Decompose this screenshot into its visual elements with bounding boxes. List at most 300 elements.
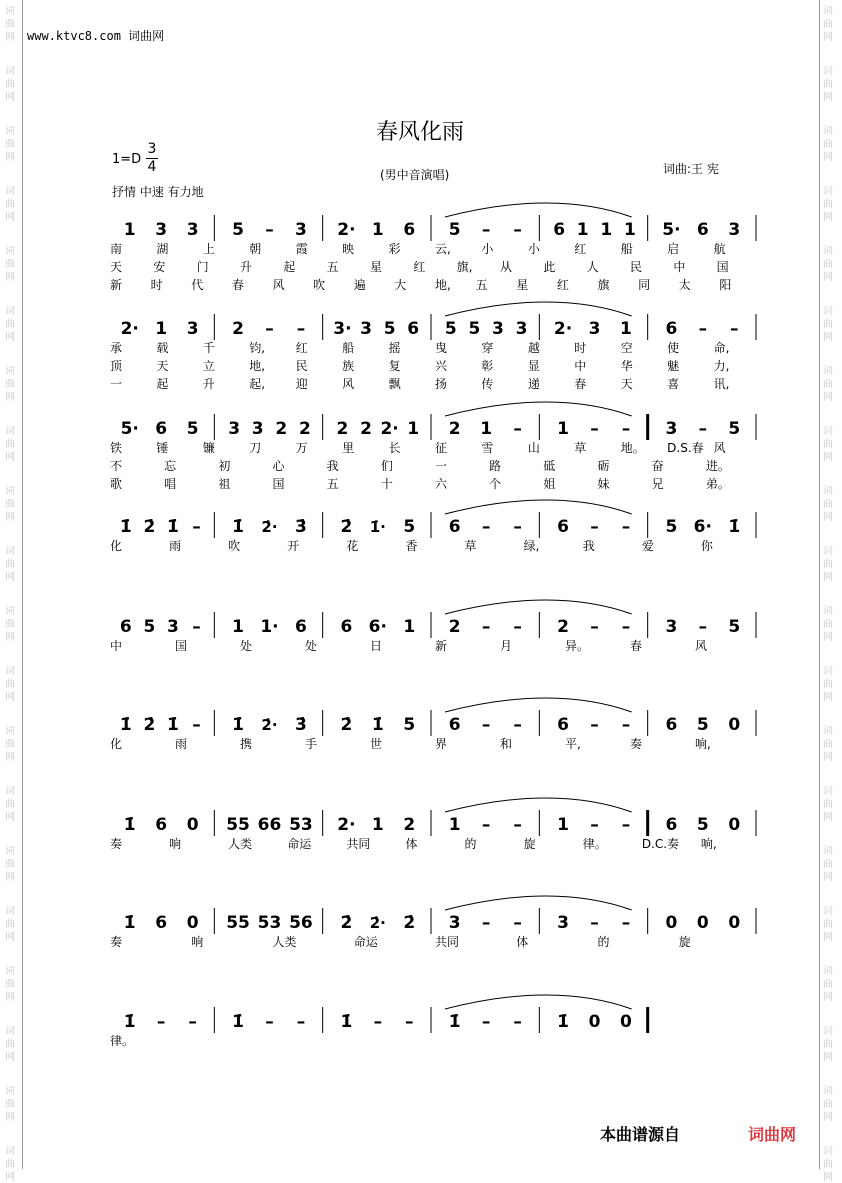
- jianpu-note: 2̇·: [369, 914, 386, 932]
- lyric-syllable: 朝: [249, 242, 262, 256]
- watermark-glyph: 曲: [823, 499, 833, 510]
- jianpu-note: 3: [665, 617, 678, 637]
- lyric-syllable: 雪: [481, 441, 494, 455]
- watermark-glyph: 曲: [823, 619, 833, 630]
- jianpu-note: 0: [665, 913, 678, 933]
- jianpu-note: 1̇: [167, 517, 179, 537]
- lyric-syllable: 湖: [156, 242, 169, 256]
- jianpu-note: –: [513, 715, 522, 735]
- jianpu-note: 2̇: [340, 715, 353, 735]
- lyric-syllable: 命,: [713, 341, 730, 355]
- jianpu-note: 3: [588, 319, 601, 339]
- watermark-glyph: 网: [823, 152, 833, 163]
- time-sig-top: 3: [147, 141, 157, 157]
- watermark-glyph: 曲: [5, 259, 15, 270]
- lyric-syllable: 镰: [202, 441, 215, 455]
- lyric-syllable: 红: [295, 341, 308, 355]
- lyric-syllable: 小: [527, 242, 540, 256]
- jianpu-note: 2̇: [340, 913, 353, 933]
- jianpu-note: 6: [407, 319, 420, 339]
- lyric-syllable: 响,: [695, 737, 711, 751]
- jianpu-note: 3: [155, 220, 168, 240]
- watermark-glyph: 网: [823, 752, 833, 763]
- watermark-glyph: 网: [823, 1052, 833, 1063]
- jianpu-note: 53: [257, 913, 282, 933]
- lyric-syllable: 代: [191, 278, 204, 292]
- slur: [445, 798, 632, 812]
- song-title: 春风化雨: [375, 120, 464, 145]
- lyric-syllable: 天: [620, 377, 633, 391]
- jianpu-note: –: [481, 220, 491, 240]
- watermark-glyph: 词: [5, 66, 15, 77]
- time-sig-bottom: 4: [147, 159, 157, 175]
- jianpu-note: 5: [696, 815, 709, 835]
- jianpu-note: 5: [468, 319, 481, 339]
- jianpu-note: 2̇: [403, 913, 416, 933]
- slur: [445, 302, 632, 316]
- watermark-glyph: 网: [823, 32, 833, 43]
- credits: 词曲:王 宪: [663, 162, 719, 176]
- lyric-syllable: 载: [156, 341, 169, 355]
- watermark-glyph: 词: [823, 246, 833, 257]
- jianpu-note: –: [621, 815, 631, 835]
- watermark-glyph: 网: [5, 1112, 15, 1123]
- lyric-syllable: 风: [713, 441, 726, 455]
- lyric-syllable: 映: [342, 242, 355, 256]
- lyric-syllable: 中: [673, 260, 686, 274]
- jianpu-note: 6: [155, 815, 168, 835]
- lyric-syllable: 上: [202, 242, 215, 256]
- jianpu-note: 6: [155, 419, 168, 439]
- jianpu-note: –: [621, 617, 631, 637]
- watermark-glyph: 曲: [823, 259, 833, 270]
- lyric-syllable: 新: [435, 639, 448, 653]
- watermark-glyph: 曲: [5, 1099, 15, 1110]
- watermark-glyph: 网: [5, 872, 15, 883]
- watermark-glyph: 网: [823, 512, 833, 523]
- jianpu-note: 3·: [333, 319, 352, 339]
- watermark-glyph: 词: [5, 726, 15, 737]
- jianpu-note: –: [513, 617, 522, 637]
- jianpu-note: 3: [295, 220, 307, 240]
- watermark-glyph: 网: [823, 392, 833, 403]
- jianpu-note: 5·: [120, 419, 139, 439]
- lyric-syllable: 处: [305, 639, 318, 653]
- lyric-syllable: 香: [405, 539, 418, 553]
- lyric-syllable: 安: [153, 260, 166, 274]
- lyric-syllable: 旗: [597, 278, 610, 292]
- watermark-glyph: 词: [5, 126, 15, 137]
- watermark-glyph: 词: [5, 306, 15, 317]
- lyric-syllable: 奏: [630, 737, 643, 751]
- watermark-glyph: 曲: [5, 199, 15, 210]
- watermark-glyph: 词: [5, 486, 15, 497]
- watermark-glyph: 词: [823, 846, 833, 857]
- lyric-syllable: 旗,: [456, 260, 473, 274]
- lyric-syllable: 旋: [678, 935, 691, 949]
- watermark-glyph: 词: [823, 1086, 833, 1097]
- lyric-syllable: 共同: [435, 935, 460, 949]
- watermark-glyph: 曲: [823, 79, 833, 90]
- jianpu-note: –: [513, 913, 522, 933]
- watermark-glyph: 曲: [823, 739, 833, 750]
- jianpu-note: –: [621, 913, 631, 933]
- watermark-glyph: 网: [5, 212, 15, 223]
- jianpu-note: 3̇: [295, 715, 307, 735]
- jianpu-note: 0: [696, 913, 709, 933]
- watermark-glyph: 网: [823, 872, 833, 883]
- jianpu-note: –: [513, 419, 522, 439]
- jianpu-note: 5: [186, 419, 199, 439]
- jianpu-note: –: [590, 617, 599, 637]
- lyric-syllable: 雨: [169, 539, 182, 553]
- jianpu-note: 5: [665, 517, 678, 537]
- watermark-glyph: 词: [823, 426, 833, 437]
- watermark-glyph: 网: [5, 392, 15, 403]
- lyric-syllable: 云,: [435, 242, 451, 256]
- site-url[interactable]: www.ktvc8.com: [27, 29, 121, 43]
- lyric-syllable: 民: [630, 260, 643, 274]
- jianpu-note: 1: [600, 220, 613, 240]
- lyric-syllable: 千: [202, 341, 215, 355]
- jianpu-note: 3: [186, 220, 199, 240]
- lyric-syllable: 起: [156, 377, 169, 391]
- watermark-glyph: 曲: [5, 79, 15, 90]
- jianpu-note: 2·: [380, 419, 399, 439]
- jianpu-note: 1̇: [448, 1012, 461, 1032]
- watermark-glyph: 曲: [5, 979, 15, 990]
- jianpu-note: –: [156, 1012, 166, 1032]
- lyric-syllable: 草: [464, 539, 477, 553]
- watermark-glyph: 曲: [823, 1039, 833, 1050]
- jianpu-note: 3̇: [295, 517, 307, 537]
- watermark-glyph: 网: [823, 272, 833, 283]
- jianpu-note: –: [265, 220, 274, 240]
- watermark-glyph: 词: [823, 966, 833, 977]
- lyric-syllable: 人类: [272, 935, 297, 949]
- lyric-syllable: 承: [110, 341, 123, 355]
- lyric-syllable: 国: [272, 477, 285, 491]
- lyric-syllable: 小: [481, 242, 494, 256]
- jianpu-note: 1̇: [232, 517, 244, 537]
- watermark-glyph: 曲: [5, 919, 15, 930]
- lyric-syllable: 响: [191, 935, 204, 949]
- watermark-glyph: 曲: [5, 379, 15, 390]
- jianpu-note: 1: [480, 419, 493, 439]
- jianpu-note: 55: [226, 913, 250, 933]
- watermark-glyph: 词: [5, 606, 15, 617]
- lyric-syllable: 砥: [543, 459, 556, 473]
- lyric-syllable: 开: [287, 539, 300, 553]
- lyric-syllable: D.C.奏: [641, 837, 680, 851]
- watermark-glyph: 词: [5, 966, 15, 977]
- lyric-syllable: 门: [196, 260, 209, 274]
- jianpu-note: 5: [403, 517, 416, 537]
- lyric-syllable: 的: [464, 837, 477, 851]
- jianpu-note: 3: [492, 319, 504, 339]
- lyric-syllable: 中: [574, 359, 587, 373]
- watermark-glyph: 曲: [5, 679, 15, 690]
- jianpu-note: 1·: [260, 617, 279, 637]
- jianpu-note: 1: [403, 617, 416, 637]
- lyric-syllable: 平,: [565, 737, 581, 751]
- watermark-glyph: 词: [823, 486, 833, 497]
- lyric-syllable: 奏: [110, 837, 123, 851]
- watermark-glyph: 网: [5, 332, 15, 343]
- jianpu-note: 6: [665, 815, 678, 835]
- jianpu-note: 6: [155, 913, 168, 933]
- watermark-glyph: 词: [823, 1026, 833, 1037]
- watermark-glyph: 曲: [823, 979, 833, 990]
- lyric-syllable: 钧,: [249, 341, 266, 355]
- watermark-glyph: 曲: [5, 859, 15, 870]
- lyric-syllable: 命运: [287, 837, 312, 851]
- jianpu-note: –: [513, 220, 522, 240]
- lyric-syllable: 此: [543, 260, 556, 274]
- watermark-glyph: 词: [823, 1146, 833, 1157]
- lyric-syllable: 阳: [719, 278, 732, 292]
- lyric-syllable: 人: [586, 260, 599, 274]
- lyric-syllable: 国: [716, 260, 729, 274]
- slur: [445, 600, 632, 614]
- site-name[interactable]: 词曲网: [128, 29, 165, 43]
- jianpu-note: 6: [403, 220, 416, 240]
- watermark-glyph: 词: [5, 1086, 15, 1097]
- jianpu-note: 5: [728, 419, 741, 439]
- lyric-syllable: 山: [527, 441, 540, 455]
- lyric-syllable: 喜: [667, 377, 680, 391]
- jianpu-note: –: [590, 419, 599, 439]
- jianpu-note: –: [513, 517, 522, 537]
- watermark-glyph: 词: [5, 246, 15, 257]
- lyric-syllable: 的: [597, 935, 610, 949]
- jianpu-note: –: [481, 517, 491, 537]
- jianpu-note: 2̇: [143, 715, 156, 735]
- lyric-syllable: 迎: [295, 377, 308, 391]
- lyric-syllable: 十: [380, 477, 393, 491]
- watermark-glyph: 词: [823, 6, 833, 17]
- jianpu-note: –: [698, 419, 708, 439]
- lyric-syllable: 越: [527, 341, 540, 355]
- jianpu-note: –: [296, 319, 306, 339]
- jianpu-note: –: [481, 715, 491, 735]
- jianpu-note: –: [373, 1012, 383, 1032]
- lyric-syllable: 共同: [346, 837, 371, 851]
- lyric-syllable: 不: [110, 459, 123, 473]
- jianpu-note: –: [590, 815, 599, 835]
- lyric-syllable: 地。: [620, 441, 645, 455]
- lyric-syllable: 世: [370, 737, 383, 751]
- jianpu-note: 0: [728, 913, 741, 933]
- jianpu-note: 2: [275, 419, 288, 439]
- jianpu-note: 1: [448, 815, 461, 835]
- watermark-glyph: 词: [823, 666, 833, 677]
- jianpu-note: 2·: [337, 220, 356, 240]
- jianpu-note: –: [481, 1012, 491, 1032]
- lyric-syllable: 风: [342, 377, 355, 391]
- lyric-syllable: 命运: [353, 935, 378, 949]
- lyric-syllable: 复: [388, 359, 401, 373]
- jianpu-note: 1: [557, 419, 569, 439]
- jianpu-note: 6: [665, 319, 678, 339]
- lyric-syllable: 雨: [175, 737, 188, 751]
- jianpu-note: 1̇: [340, 1012, 353, 1032]
- watermark-glyph: 词: [823, 126, 833, 137]
- watermark-glyph: 词: [5, 366, 15, 377]
- jianpu-note: 53: [289, 815, 313, 835]
- slur: [445, 203, 632, 217]
- lyric-syllable: 一: [110, 377, 123, 391]
- jianpu-note: 3: [665, 419, 678, 439]
- footer-brand-logo[interactable]: 词曲网: [748, 1125, 797, 1144]
- jianpu-note: 6: [448, 517, 461, 537]
- lyric-syllable: 中: [110, 639, 123, 653]
- jianpu-note: –: [513, 815, 522, 835]
- lyric-syllable: 传: [481, 377, 494, 391]
- jianpu-note: 6: [295, 617, 307, 637]
- watermark-glyph: 网: [5, 1172, 15, 1183]
- watermark-glyph: 网: [823, 212, 833, 223]
- watermark-glyph: 网: [5, 152, 15, 163]
- watermark-glyph: 网: [5, 32, 15, 43]
- jianpu-note: 2·: [337, 815, 356, 835]
- jianpu-note: 2̇·: [261, 518, 278, 536]
- jianpu-note: 6: [696, 220, 709, 240]
- lyric-syllable: 风: [695, 639, 708, 653]
- jianpu-note: –: [698, 319, 708, 339]
- lyric-syllable: 我: [326, 459, 339, 473]
- lyric-syllable: 我: [582, 539, 595, 553]
- lyric-syllable: 从: [500, 260, 513, 274]
- lyric-syllable: 摇: [388, 341, 401, 355]
- lyric-syllable: 里: [342, 441, 355, 455]
- jianpu-note: –: [590, 715, 599, 735]
- watermark-glyph: 网: [5, 812, 15, 823]
- jianpu-note: 5·: [662, 220, 681, 240]
- watermark-glyph: 曲: [5, 139, 15, 150]
- lyric-syllable: D.S.春: [667, 441, 704, 455]
- jianpu-note: –: [513, 1012, 522, 1032]
- lyric-syllable: 春: [231, 278, 244, 292]
- lyric-syllable: 响: [169, 837, 182, 851]
- lyric-syllable: 华: [620, 359, 633, 373]
- lyric-syllable: 日: [370, 639, 383, 653]
- lyric-syllable: 处: [240, 639, 253, 653]
- watermark-glyph: 网: [5, 992, 15, 1003]
- jianpu-note: –: [265, 1012, 274, 1032]
- lyric-syllable: 界: [435, 737, 448, 751]
- watermark-glyph: 曲: [823, 379, 833, 390]
- jianpu-note: 2: [448, 617, 461, 637]
- slur: [445, 500, 632, 514]
- lyric-syllable: 人类: [228, 837, 253, 851]
- slur: [445, 896, 632, 910]
- jianpu-note: 2̇: [340, 517, 353, 537]
- lyric-syllable: 吹: [228, 539, 241, 553]
- slur: [445, 698, 632, 712]
- jianpu-note: 2: [298, 419, 311, 439]
- lyric-syllable: 和: [500, 737, 513, 751]
- lyric-syllable: 彰: [481, 359, 494, 373]
- jianpu-note: 5: [403, 715, 416, 735]
- jianpu-note: 2̇·: [261, 716, 278, 734]
- watermark-glyph: 词: [823, 606, 833, 617]
- watermark-glyph: 曲: [5, 1039, 15, 1050]
- jianpu-note: 1̇: [119, 715, 132, 735]
- lyric-syllable: 绿,: [523, 539, 540, 553]
- watermark-glyph: 曲: [823, 139, 833, 150]
- jianpu-note: 1: [576, 220, 589, 240]
- lyric-syllable: 显: [527, 359, 540, 373]
- lyric-syllable: 天: [110, 260, 123, 274]
- lyric-syllable: 路: [489, 459, 502, 473]
- watermark-glyph: 曲: [5, 19, 15, 30]
- lyric-syllable: 化: [110, 539, 123, 553]
- jianpu-note: 1: [407, 419, 420, 439]
- lyric-syllable: 律。: [110, 1034, 135, 1048]
- jianpu-note: 0: [728, 715, 741, 735]
- jianpu-note: 6: [340, 617, 353, 637]
- watermark-glyph: 网: [823, 992, 833, 1003]
- jianpu-note: –: [481, 913, 491, 933]
- watermark-glyph: 曲: [823, 319, 833, 330]
- watermark-glyph: 曲: [5, 1159, 15, 1170]
- watermark-glyph: 网: [823, 932, 833, 943]
- jianpu-note: 6·: [693, 517, 712, 537]
- lyric-syllable: 砺: [597, 459, 610, 473]
- jianpu-note: 1̇·: [369, 518, 386, 536]
- watermark-glyph: 曲: [5, 799, 15, 810]
- jianpu-note: 66: [257, 815, 282, 835]
- jianpu-note: 6: [557, 715, 569, 735]
- jianpu-note: 0: [186, 815, 199, 835]
- jianpu-note: 3: [360, 319, 372, 339]
- lyric-syllable: 旋: [523, 837, 536, 851]
- jianpu-note: 2·: [120, 319, 139, 339]
- lyric-syllable: 月: [500, 639, 513, 653]
- watermark-glyph: 词: [5, 846, 15, 857]
- jianpu-note: 1: [557, 815, 569, 835]
- lyric-syllable: 同: [638, 278, 651, 292]
- watermark-glyph: 词: [5, 426, 15, 437]
- jianpu-note: –: [621, 419, 631, 439]
- jianpu-note: 2̇: [143, 517, 156, 537]
- jianpu-note: –: [188, 1012, 197, 1032]
- jianpu-note: –: [192, 617, 201, 637]
- jianpu-note: –: [590, 913, 599, 933]
- watermark-glyph: 曲: [5, 739, 15, 750]
- lyric-syllable: 力,: [713, 359, 730, 373]
- jianpu-note: 3: [557, 913, 569, 933]
- lyric-syllable: 讯,: [713, 377, 730, 391]
- lyric-syllable: 魅: [667, 359, 680, 373]
- jianpu-note: 1̇: [371, 715, 384, 735]
- jianpu-note: 2: [336, 419, 349, 439]
- slur: [445, 402, 632, 416]
- watermark-glyph: 曲: [5, 319, 15, 330]
- lyric-syllable: 彩: [388, 242, 401, 256]
- lyric-syllable: 天: [156, 359, 169, 373]
- jianpu-note: 3: [515, 319, 528, 339]
- jianpu-note: 1̇: [123, 1012, 136, 1032]
- lyric-syllable: 风: [272, 278, 285, 292]
- watermark-glyph: 曲: [823, 919, 833, 930]
- lyric-syllable: 递: [527, 377, 540, 391]
- lyric-syllable: 唱: [164, 477, 177, 491]
- watermark-glyph: 曲: [5, 499, 15, 510]
- lyric-syllable: 祖: [218, 477, 231, 491]
- jianpu-note: 3: [228, 419, 241, 439]
